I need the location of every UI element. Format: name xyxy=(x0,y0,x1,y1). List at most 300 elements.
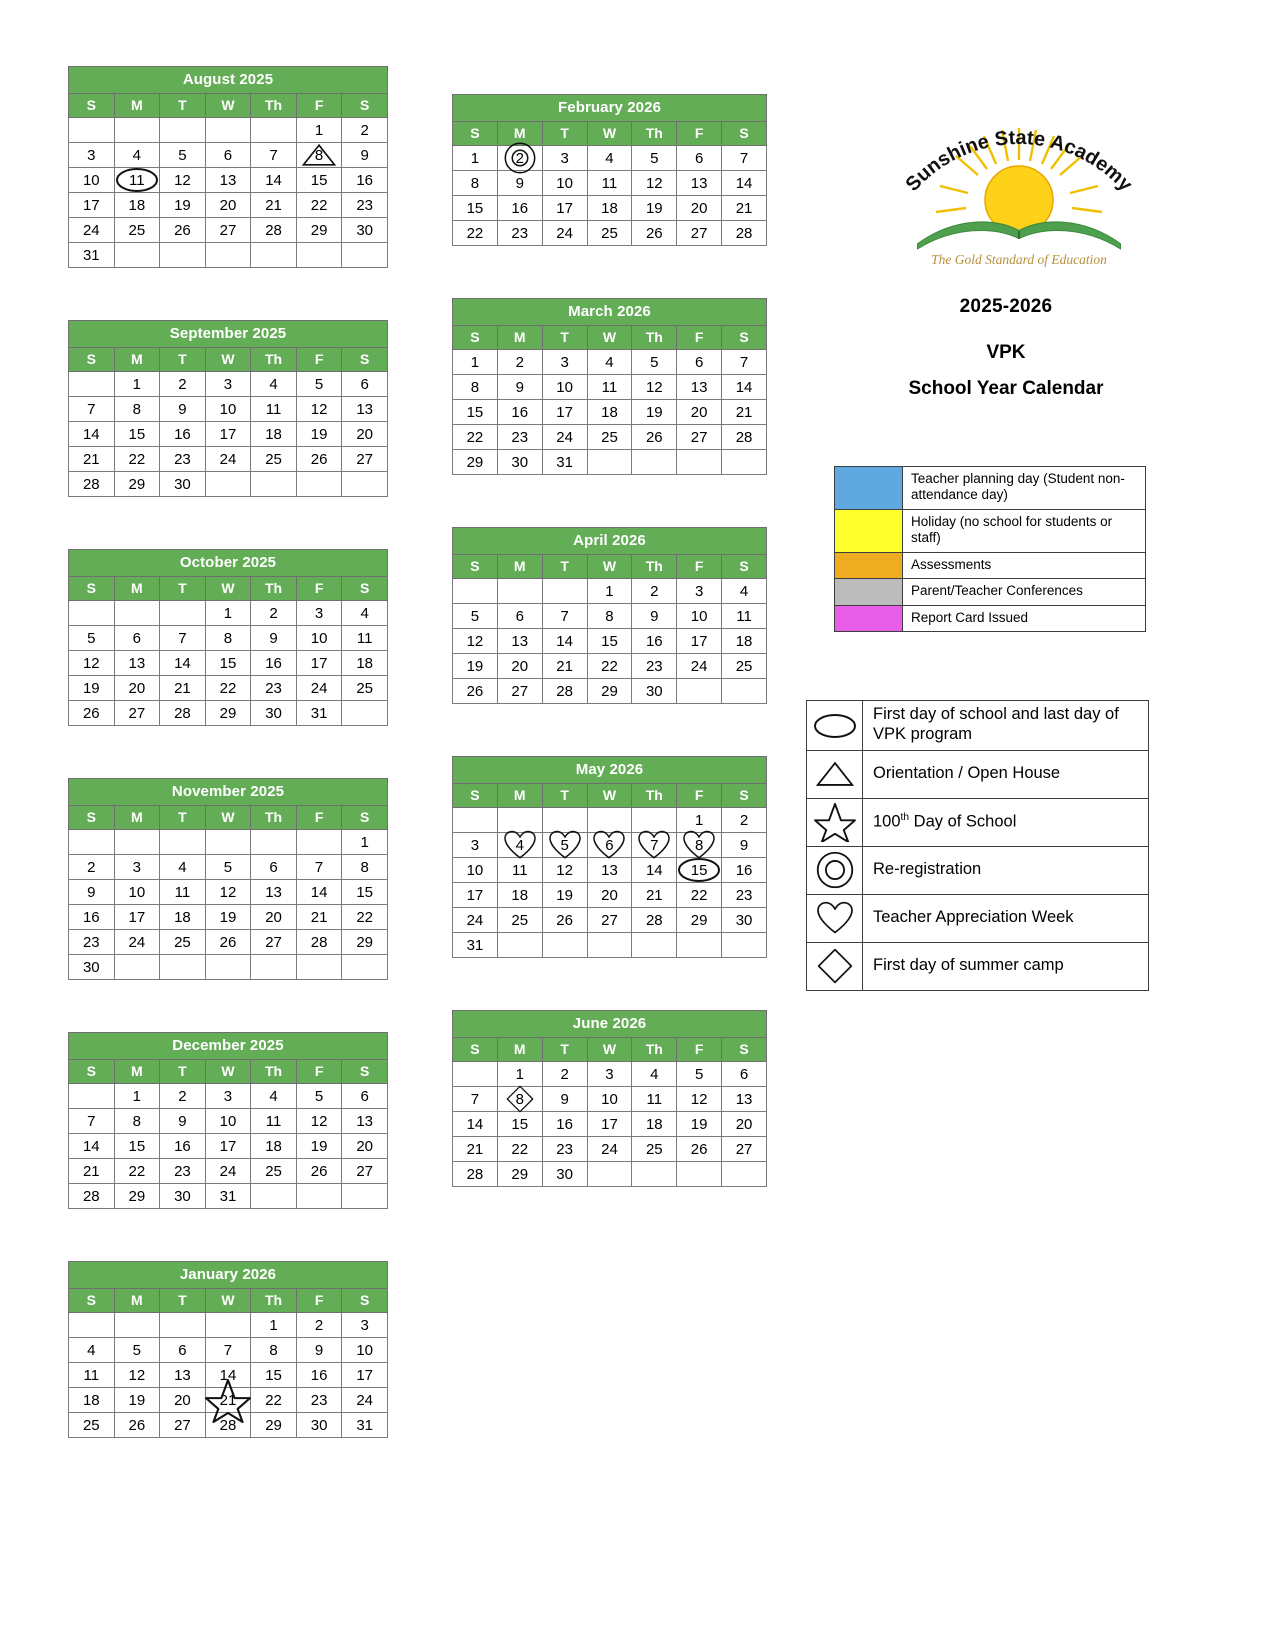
day-cell[interactable] xyxy=(677,196,722,221)
day-cell[interactable] xyxy=(542,1137,587,1162)
day-cell[interactable] xyxy=(722,375,767,400)
day-cell[interactable] xyxy=(677,808,722,833)
day-cell[interactable] xyxy=(251,1413,297,1438)
day-cell[interactable] xyxy=(205,1184,251,1209)
day-cell[interactable] xyxy=(205,143,251,168)
day-cell[interactable] xyxy=(722,1062,767,1087)
day-cell[interactable] xyxy=(160,626,206,651)
day-cell[interactable] xyxy=(69,1134,115,1159)
day-cell[interactable] xyxy=(251,1363,297,1388)
day-cell[interactable] xyxy=(677,1087,722,1112)
day-cell[interactable] xyxy=(160,218,206,243)
day-cell[interactable] xyxy=(677,425,722,450)
day-cell[interactable] xyxy=(587,1062,632,1087)
day-cell[interactable] xyxy=(205,701,251,726)
day-cell[interactable] xyxy=(296,930,342,955)
day-cell[interactable] xyxy=(160,1413,206,1438)
day-cell[interactable] xyxy=(251,676,297,701)
day-cell[interactable] xyxy=(677,221,722,246)
day-cell[interactable] xyxy=(632,858,677,883)
day-cell[interactable] xyxy=(205,601,251,626)
day-cell[interactable] xyxy=(114,905,160,930)
day-cell[interactable] xyxy=(342,1084,388,1109)
day-cell[interactable] xyxy=(453,196,498,221)
day-cell[interactable] xyxy=(342,1313,388,1338)
day-cell[interactable] xyxy=(497,221,542,246)
day-cell[interactable] xyxy=(114,422,160,447)
day-cell[interactable] xyxy=(542,375,587,400)
day-cell[interactable] xyxy=(677,1062,722,1087)
day-cell[interactable] xyxy=(69,243,115,268)
day-cell[interactable] xyxy=(296,1338,342,1363)
day-cell[interactable] xyxy=(677,1112,722,1137)
day-cell[interactable] xyxy=(160,651,206,676)
day-cell[interactable] xyxy=(69,397,115,422)
day-cell[interactable] xyxy=(497,450,542,475)
day-cell[interactable] xyxy=(453,654,498,679)
day-cell[interactable] xyxy=(542,196,587,221)
day-cell[interactable] xyxy=(497,858,542,883)
day-cell[interactable] xyxy=(632,883,677,908)
day-cell[interactable] xyxy=(160,1388,206,1413)
day-cell[interactable] xyxy=(542,883,587,908)
day-cell[interactable] xyxy=(542,679,587,704)
day-cell[interactable] xyxy=(160,905,206,930)
day-cell[interactable] xyxy=(342,143,388,168)
day-cell[interactable] xyxy=(542,221,587,246)
day-cell[interactable] xyxy=(542,833,587,858)
day-cell[interactable] xyxy=(497,654,542,679)
day-cell[interactable] xyxy=(342,905,388,930)
day-cell[interactable] xyxy=(722,1137,767,1162)
day-cell[interactable] xyxy=(69,930,115,955)
day-cell[interactable] xyxy=(542,350,587,375)
day-cell[interactable] xyxy=(114,168,160,193)
day-cell[interactable] xyxy=(342,372,388,397)
day-cell[interactable] xyxy=(587,1137,632,1162)
day-cell[interactable] xyxy=(497,1137,542,1162)
day-cell[interactable] xyxy=(205,1109,251,1134)
day-cell[interactable] xyxy=(722,883,767,908)
day-cell[interactable] xyxy=(114,1388,160,1413)
day-cell[interactable] xyxy=(542,171,587,196)
day-cell[interactable] xyxy=(632,350,677,375)
day-cell[interactable] xyxy=(632,1087,677,1112)
day-cell[interactable] xyxy=(542,1062,587,1087)
day-cell[interactable] xyxy=(453,908,498,933)
day-cell[interactable] xyxy=(296,626,342,651)
day-cell[interactable] xyxy=(497,375,542,400)
day-cell[interactable] xyxy=(160,1159,206,1184)
day-cell[interactable] xyxy=(542,1112,587,1137)
day-cell[interactable] xyxy=(205,1413,251,1438)
day-cell[interactable] xyxy=(453,604,498,629)
day-cell[interactable] xyxy=(251,1388,297,1413)
day-cell[interactable] xyxy=(453,425,498,450)
day-cell[interactable] xyxy=(251,855,297,880)
day-cell[interactable] xyxy=(69,905,115,930)
day-cell[interactable] xyxy=(497,883,542,908)
day-cell[interactable] xyxy=(542,400,587,425)
day-cell[interactable] xyxy=(497,1062,542,1087)
day-cell[interactable] xyxy=(587,883,632,908)
day-cell[interactable] xyxy=(342,447,388,472)
day-cell[interactable] xyxy=(453,1087,498,1112)
day-cell[interactable] xyxy=(296,701,342,726)
day-cell[interactable] xyxy=(342,1338,388,1363)
day-cell[interactable] xyxy=(542,629,587,654)
day-cell[interactable] xyxy=(296,422,342,447)
day-cell[interactable] xyxy=(205,880,251,905)
day-cell[interactable] xyxy=(342,830,388,855)
day-cell[interactable] xyxy=(251,1109,297,1134)
day-cell[interactable] xyxy=(296,1388,342,1413)
day-cell[interactable] xyxy=(296,168,342,193)
day-cell[interactable] xyxy=(453,350,498,375)
day-cell[interactable] xyxy=(114,855,160,880)
day-cell[interactable] xyxy=(69,447,115,472)
day-cell[interactable] xyxy=(205,168,251,193)
day-cell[interactable] xyxy=(722,350,767,375)
day-cell[interactable] xyxy=(114,218,160,243)
day-cell[interactable] xyxy=(497,350,542,375)
day-cell[interactable] xyxy=(296,1313,342,1338)
day-cell[interactable] xyxy=(69,855,115,880)
day-cell[interactable] xyxy=(251,447,297,472)
day-cell[interactable] xyxy=(205,930,251,955)
day-cell[interactable] xyxy=(251,626,297,651)
day-cell[interactable] xyxy=(722,604,767,629)
day-cell[interactable] xyxy=(69,168,115,193)
day-cell[interactable] xyxy=(160,1134,206,1159)
day-cell[interactable] xyxy=(296,855,342,880)
day-cell[interactable] xyxy=(632,579,677,604)
day-cell[interactable] xyxy=(296,601,342,626)
day-cell[interactable] xyxy=(205,905,251,930)
day-cell[interactable] xyxy=(587,350,632,375)
day-cell[interactable] xyxy=(114,397,160,422)
day-cell[interactable] xyxy=(69,626,115,651)
day-cell[interactable] xyxy=(632,679,677,704)
day-cell[interactable] xyxy=(453,375,498,400)
day-cell[interactable] xyxy=(205,651,251,676)
day-cell[interactable] xyxy=(542,604,587,629)
day-cell[interactable] xyxy=(677,604,722,629)
day-cell[interactable] xyxy=(497,1162,542,1187)
day-cell[interactable] xyxy=(632,604,677,629)
day-cell[interactable] xyxy=(160,193,206,218)
day-cell[interactable] xyxy=(632,375,677,400)
day-cell[interactable] xyxy=(160,472,206,497)
day-cell[interactable] xyxy=(342,397,388,422)
day-cell[interactable] xyxy=(542,425,587,450)
day-cell[interactable] xyxy=(114,880,160,905)
day-cell[interactable] xyxy=(251,601,297,626)
day-cell[interactable] xyxy=(722,146,767,171)
day-cell[interactable] xyxy=(296,118,342,143)
day-cell[interactable] xyxy=(542,654,587,679)
day-cell[interactable] xyxy=(342,601,388,626)
day-cell[interactable] xyxy=(114,701,160,726)
day-cell[interactable] xyxy=(587,908,632,933)
day-cell[interactable] xyxy=(542,146,587,171)
day-cell[interactable] xyxy=(632,221,677,246)
day-cell[interactable] xyxy=(251,422,297,447)
day-cell[interactable] xyxy=(342,193,388,218)
day-cell[interactable] xyxy=(114,1159,160,1184)
day-cell[interactable] xyxy=(69,676,115,701)
day-cell[interactable] xyxy=(205,447,251,472)
day-cell[interactable] xyxy=(205,1159,251,1184)
day-cell[interactable] xyxy=(205,1338,251,1363)
day-cell[interactable] xyxy=(251,372,297,397)
day-cell[interactable] xyxy=(587,604,632,629)
day-cell[interactable] xyxy=(497,629,542,654)
day-cell[interactable] xyxy=(587,858,632,883)
day-cell[interactable] xyxy=(677,579,722,604)
day-cell[interactable] xyxy=(296,1109,342,1134)
day-cell[interactable] xyxy=(542,1087,587,1112)
day-cell[interactable] xyxy=(205,1134,251,1159)
day-cell[interactable] xyxy=(587,1112,632,1137)
day-cell[interactable] xyxy=(69,701,115,726)
day-cell[interactable] xyxy=(587,579,632,604)
day-cell[interactable] xyxy=(632,146,677,171)
day-cell[interactable] xyxy=(722,1112,767,1137)
day-cell[interactable] xyxy=(722,425,767,450)
day-cell[interactable] xyxy=(205,422,251,447)
day-cell[interactable] xyxy=(587,375,632,400)
day-cell[interactable] xyxy=(342,1388,388,1413)
day-cell[interactable] xyxy=(677,654,722,679)
day-cell[interactable] xyxy=(296,447,342,472)
day-cell[interactable] xyxy=(497,400,542,425)
day-cell[interactable] xyxy=(342,880,388,905)
day-cell[interactable] xyxy=(587,1087,632,1112)
day-cell[interactable] xyxy=(342,168,388,193)
day-cell[interactable] xyxy=(453,450,498,475)
day-cell[interactable] xyxy=(677,858,722,883)
day-cell[interactable] xyxy=(497,171,542,196)
day-cell[interactable] xyxy=(677,629,722,654)
day-cell[interactable] xyxy=(69,1159,115,1184)
day-cell[interactable] xyxy=(587,629,632,654)
day-cell[interactable] xyxy=(205,397,251,422)
day-cell[interactable] xyxy=(342,422,388,447)
day-cell[interactable] xyxy=(587,196,632,221)
day-cell[interactable] xyxy=(205,676,251,701)
day-cell[interactable] xyxy=(342,626,388,651)
day-cell[interactable] xyxy=(114,1413,160,1438)
day-cell[interactable] xyxy=(205,218,251,243)
day-cell[interactable] xyxy=(69,193,115,218)
day-cell[interactable] xyxy=(160,447,206,472)
day-cell[interactable] xyxy=(114,1184,160,1209)
day-cell[interactable] xyxy=(114,1338,160,1363)
day-cell[interactable] xyxy=(722,400,767,425)
day-cell[interactable] xyxy=(296,1363,342,1388)
day-cell[interactable] xyxy=(114,1084,160,1109)
day-cell[interactable] xyxy=(69,218,115,243)
day-cell[interactable] xyxy=(497,679,542,704)
day-cell[interactable] xyxy=(296,143,342,168)
day-cell[interactable] xyxy=(160,930,206,955)
day-cell[interactable] xyxy=(722,1087,767,1112)
day-cell[interactable] xyxy=(722,221,767,246)
day-cell[interactable] xyxy=(251,1084,297,1109)
day-cell[interactable] xyxy=(160,372,206,397)
day-cell[interactable] xyxy=(160,397,206,422)
day-cell[interactable] xyxy=(453,1112,498,1137)
day-cell[interactable] xyxy=(251,193,297,218)
day-cell[interactable] xyxy=(251,143,297,168)
day-cell[interactable] xyxy=(453,629,498,654)
day-cell[interactable] xyxy=(497,604,542,629)
day-cell[interactable] xyxy=(114,193,160,218)
day-cell[interactable] xyxy=(587,146,632,171)
day-cell[interactable] xyxy=(114,447,160,472)
day-cell[interactable] xyxy=(722,808,767,833)
day-cell[interactable] xyxy=(342,930,388,955)
day-cell[interactable] xyxy=(296,651,342,676)
day-cell[interactable] xyxy=(632,654,677,679)
day-cell[interactable] xyxy=(677,1137,722,1162)
day-cell[interactable] xyxy=(722,908,767,933)
day-cell[interactable] xyxy=(632,171,677,196)
day-cell[interactable] xyxy=(677,146,722,171)
day-cell[interactable] xyxy=(251,905,297,930)
day-cell[interactable] xyxy=(722,654,767,679)
day-cell[interactable] xyxy=(587,833,632,858)
day-cell[interactable] xyxy=(296,397,342,422)
day-cell[interactable] xyxy=(205,1388,251,1413)
day-cell[interactable] xyxy=(251,930,297,955)
day-cell[interactable] xyxy=(677,400,722,425)
day-cell[interactable] xyxy=(114,626,160,651)
day-cell[interactable] xyxy=(632,1062,677,1087)
day-cell[interactable] xyxy=(251,701,297,726)
day-cell[interactable] xyxy=(453,221,498,246)
day-cell[interactable] xyxy=(114,676,160,701)
day-cell[interactable] xyxy=(497,908,542,933)
day-cell[interactable] xyxy=(453,833,498,858)
day-cell[interactable] xyxy=(342,1159,388,1184)
day-cell[interactable] xyxy=(251,880,297,905)
day-cell[interactable] xyxy=(69,143,115,168)
day-cell[interactable] xyxy=(69,955,115,980)
day-cell[interactable] xyxy=(114,143,160,168)
day-cell[interactable] xyxy=(160,1338,206,1363)
day-cell[interactable] xyxy=(160,880,206,905)
day-cell[interactable] xyxy=(632,908,677,933)
day-cell[interactable] xyxy=(632,425,677,450)
day-cell[interactable] xyxy=(296,372,342,397)
day-cell[interactable] xyxy=(114,1134,160,1159)
day-cell[interactable] xyxy=(497,833,542,858)
day-cell[interactable] xyxy=(677,375,722,400)
day-cell[interactable] xyxy=(722,196,767,221)
day-cell[interactable] xyxy=(453,858,498,883)
day-cell[interactable] xyxy=(160,855,206,880)
day-cell[interactable] xyxy=(453,146,498,171)
day-cell[interactable] xyxy=(69,1184,115,1209)
day-cell[interactable] xyxy=(114,472,160,497)
day-cell[interactable] xyxy=(632,400,677,425)
day-cell[interactable] xyxy=(342,1109,388,1134)
day-cell[interactable] xyxy=(342,218,388,243)
day-cell[interactable] xyxy=(722,629,767,654)
day-cell[interactable] xyxy=(587,171,632,196)
day-cell[interactable] xyxy=(342,676,388,701)
day-cell[interactable] xyxy=(587,425,632,450)
day-cell[interactable] xyxy=(632,1112,677,1137)
day-cell[interactable] xyxy=(542,1162,587,1187)
day-cell[interactable] xyxy=(453,679,498,704)
day-cell[interactable] xyxy=(497,1112,542,1137)
day-cell[interactable] xyxy=(160,168,206,193)
day-cell[interactable] xyxy=(205,855,251,880)
day-cell[interactable] xyxy=(342,118,388,143)
day-cell[interactable] xyxy=(69,1413,115,1438)
day-cell[interactable] xyxy=(114,372,160,397)
day-cell[interactable] xyxy=(296,905,342,930)
day-cell[interactable] xyxy=(497,1087,542,1112)
day-cell[interactable] xyxy=(69,1338,115,1363)
day-cell[interactable] xyxy=(342,651,388,676)
day-cell[interactable] xyxy=(69,1109,115,1134)
day-cell[interactable] xyxy=(251,1313,297,1338)
day-cell[interactable] xyxy=(160,1363,206,1388)
day-cell[interactable] xyxy=(677,171,722,196)
day-cell[interactable] xyxy=(251,1134,297,1159)
day-cell[interactable] xyxy=(453,933,498,958)
day-cell[interactable] xyxy=(69,422,115,447)
day-cell[interactable] xyxy=(722,171,767,196)
day-cell[interactable] xyxy=(632,196,677,221)
day-cell[interactable] xyxy=(251,1338,297,1363)
day-cell[interactable] xyxy=(205,193,251,218)
day-cell[interactable] xyxy=(497,146,542,171)
day-cell[interactable] xyxy=(342,1413,388,1438)
day-cell[interactable] xyxy=(69,651,115,676)
day-cell[interactable] xyxy=(251,651,297,676)
day-cell[interactable] xyxy=(722,858,767,883)
day-cell[interactable] xyxy=(587,400,632,425)
day-cell[interactable] xyxy=(677,883,722,908)
day-cell[interactable] xyxy=(632,629,677,654)
day-cell[interactable] xyxy=(497,196,542,221)
day-cell[interactable] xyxy=(542,908,587,933)
day-cell[interactable] xyxy=(251,397,297,422)
day-cell[interactable] xyxy=(160,1109,206,1134)
day-cell[interactable] xyxy=(296,1159,342,1184)
day-cell[interactable] xyxy=(722,579,767,604)
day-cell[interactable] xyxy=(296,1134,342,1159)
day-cell[interactable] xyxy=(205,372,251,397)
day-cell[interactable] xyxy=(453,883,498,908)
day-cell[interactable] xyxy=(587,654,632,679)
day-cell[interactable] xyxy=(160,701,206,726)
day-cell[interactable] xyxy=(296,193,342,218)
day-cell[interactable] xyxy=(69,1388,115,1413)
day-cell[interactable] xyxy=(114,651,160,676)
day-cell[interactable] xyxy=(542,858,587,883)
day-cell[interactable] xyxy=(69,472,115,497)
day-cell[interactable] xyxy=(296,1084,342,1109)
day-cell[interactable] xyxy=(160,143,206,168)
day-cell[interactable] xyxy=(342,1134,388,1159)
day-cell[interactable] xyxy=(205,1084,251,1109)
